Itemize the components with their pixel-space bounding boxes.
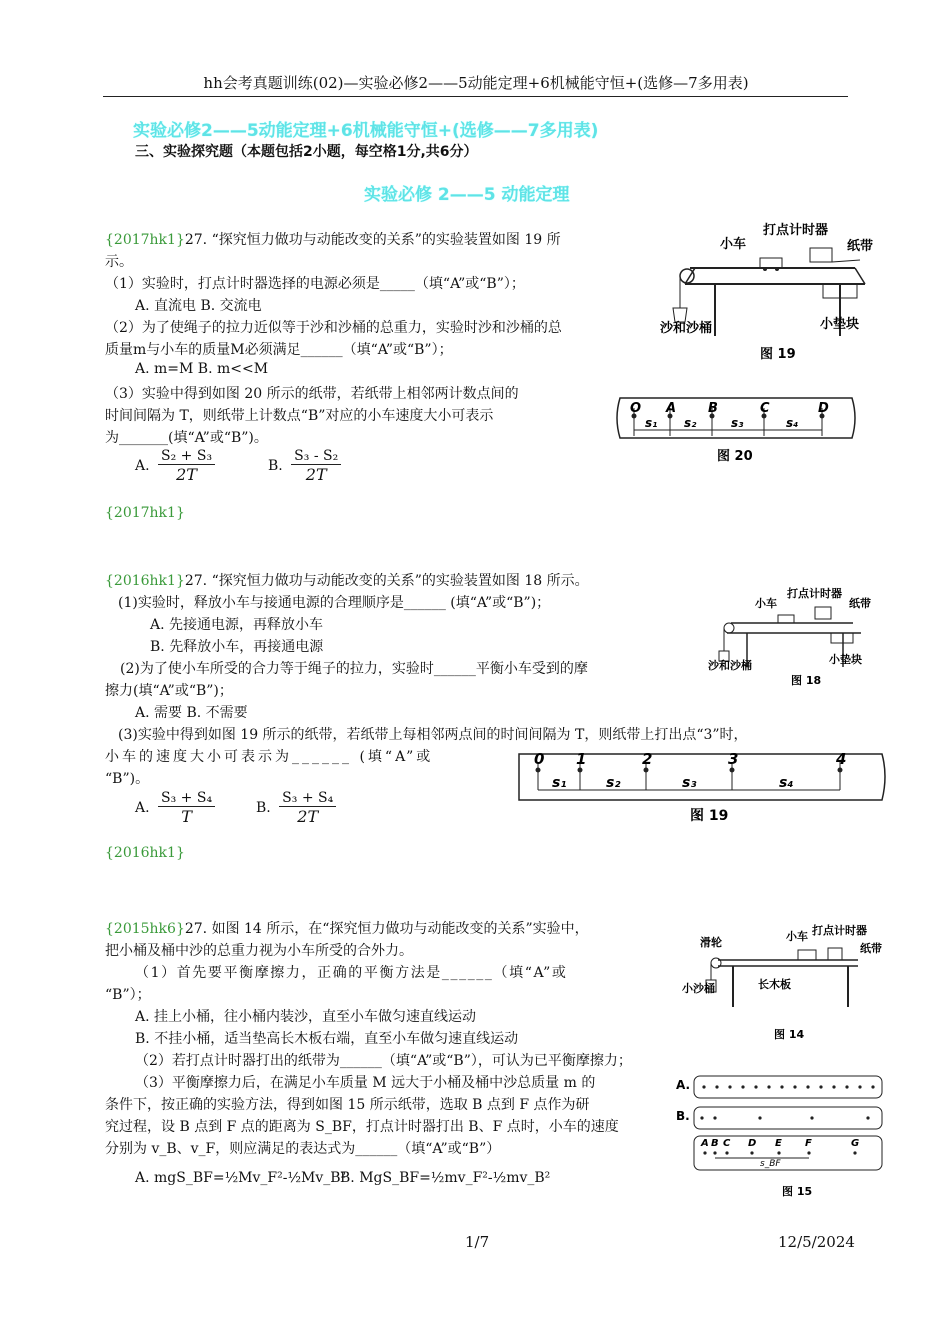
q3-line7: （2）若打点计时器打出的纸带为______（填“A”或“B”），可认为已平衡摩擦力； xyxy=(135,1053,632,1069)
section-heading: 三、实验探究题（本题包括2小题，每空格1分,共6分） xyxy=(135,144,478,160)
figure-14-apparatus xyxy=(678,922,893,1047)
q3-line9: 条件下，按正确的实验方法，得到如图 15 所示纸带，选取 B 点到 F 点作为研 xyxy=(105,1097,590,1113)
q1-line2: 示。 xyxy=(105,254,133,270)
fig18-label-sand: 沙和沙桶 xyxy=(708,659,752,672)
tape-segment-label: s₁ xyxy=(552,775,567,791)
q3-line2: 把小桶及桶中沙的总重力视为小车所受的合外力。 xyxy=(105,943,413,959)
fig15-dot xyxy=(845,1085,848,1088)
q3-tag: {2015hk6} xyxy=(105,921,185,937)
fig20-points xyxy=(630,401,829,436)
fig15-dot xyxy=(858,1085,861,1088)
q3-option-b: B. MgS_BF=½mv_F²-½mv_B² xyxy=(340,1170,551,1186)
fig15-point xyxy=(713,1151,716,1154)
tape-segment-label: s₄ xyxy=(786,416,799,430)
q1-option-a-fraction: $\frac{\text{S₂ + S₃}}{2T}$ xyxy=(158,448,215,484)
fig15-point xyxy=(725,1151,728,1154)
tape-point-label: 4 xyxy=(836,750,847,768)
tape-segment-label: s₄ xyxy=(779,775,794,791)
q3-line4: “B”）； xyxy=(105,987,151,1003)
tape-point-label: A xyxy=(666,401,677,416)
fig15-point-label: D xyxy=(748,1138,757,1149)
page-date: 12/5/2024 xyxy=(778,1233,855,1251)
q2-line1: {2016hk1}27. “探究恒力做功与动能改变的关系”的实验装置如图 18 所示。 xyxy=(105,573,589,589)
fig15-dot xyxy=(741,1085,744,1088)
q2-option-b-fraction: $\frac{\text{S₃ + S₄}}{2T}$ xyxy=(279,790,336,826)
fig18-label-tape: 纸带 xyxy=(849,597,871,610)
fig15-dot xyxy=(713,1116,716,1119)
q2-options: A. $\frac{\text{S₃ + S₄}}{T}$ B. $\frac{\text{S₃ + S₄}}{2T}$ xyxy=(135,790,340,826)
q1-line4: A. 直流电 B. 交流电 xyxy=(135,298,262,314)
q2-line2: (1)实验时，释放小车与接通电源的合理顺序是______ (填“A”或“B”)； xyxy=(118,595,551,611)
fig14-label-bucket: 小沙桶 xyxy=(682,982,715,995)
fig15-dot xyxy=(871,1085,874,1088)
q3-line11: 分别为 v_B、v_F，则应满足的表达式为______（填“A”或“B”） xyxy=(105,1141,501,1157)
fig19-points xyxy=(534,750,846,791)
q3-line8: （3）平衡摩擦力后，在满足小车质量 M 远大于小桶及桶中沙总质量 m 的 xyxy=(135,1075,596,1091)
q3-option-a: A. mgS_BF=½Mv_F²-½Mv_B² xyxy=(135,1170,347,1186)
tape-segment-label: s₂ xyxy=(606,775,621,791)
tape-point-label: 2 xyxy=(642,750,653,768)
q2-line6: 擦力(填“A”或“B”)； xyxy=(105,683,233,699)
fig15-dot xyxy=(767,1085,770,1088)
q2-line4: B. 先释放小车，再接通电源 xyxy=(150,639,324,655)
q1-line7: A. m=M B. m<<M xyxy=(135,361,269,377)
figure-20-tape xyxy=(612,390,862,468)
q3-line5: A. 挂上小桶，往小桶内装沙，直至小车做匀速直线运动 xyxy=(135,1009,477,1025)
page-number: 1/7 xyxy=(465,1233,490,1251)
tape-point-label: C xyxy=(760,401,770,416)
q2-tag: {2016hk1} xyxy=(105,573,185,589)
tape-point-label: 0 xyxy=(534,750,545,768)
q2-option-a-fraction: $\frac{\text{S₃ + S₄}}{T}$ xyxy=(158,790,215,826)
fig19-label-pad: 小垫块 xyxy=(820,317,860,332)
fig14-label-tape: 纸带 xyxy=(860,942,882,955)
figure-18-apparatus xyxy=(703,585,883,690)
fig15-dot xyxy=(700,1116,703,1119)
q2-line5: (2)为了使小车所受的合力等于绳子的拉力，实验时______平衡小车受到的摩 xyxy=(120,661,588,677)
fig15-point xyxy=(777,1151,780,1154)
fig15-row-a-label: A. xyxy=(676,1078,691,1092)
fig15-point-label: C xyxy=(723,1138,731,1149)
q2-line9: 小车的速度大小可表示为______ (填“A”或 xyxy=(105,749,434,765)
q1-tag: {2017hk1} xyxy=(105,232,185,248)
q2-line10: “B”)。 xyxy=(105,771,150,787)
q1-line3: （1）实验时，打点计时器选择的电源必须是_____（填“A”或“B”）； xyxy=(105,276,525,292)
fig14-label-pulley: 滑轮 xyxy=(700,936,722,949)
fig18-caption: 图 18 xyxy=(791,674,822,687)
q1-line6: 质量m与小车的质量M必须满足______（填“A”或“B”）； xyxy=(105,342,453,358)
q2-line7: A. 需要 B. 不需要 xyxy=(135,705,248,721)
figure-19-tape xyxy=(514,744,889,826)
tape-segment-label: s₃ xyxy=(731,416,744,430)
fig19-label-sand: 沙和沙桶 xyxy=(660,321,713,336)
q2-line8: (3)实验中得到如图 19 所示的纸带，若纸带上每相邻两点间的时间间隔为 T，则纸带上打出点“3”时， xyxy=(118,727,748,743)
q1-tag-end: {2017hk1} xyxy=(105,505,185,521)
fig15-row-a-dots xyxy=(702,1085,874,1088)
fig15-sbf: s_BF xyxy=(760,1159,781,1169)
q1-line1: {2017hk1}27. “探究恒力做功与动能改变的关系”的实验装置如图 19 所 xyxy=(105,232,561,248)
q3-line6: B. 不挂小桶，适当垫高长木板右端，直至小车做匀速直线运动 xyxy=(135,1031,519,1047)
banner-subtitle: 实验必修 2——5 动能定理 xyxy=(364,185,570,205)
fig18-label-timer: 打点计时器 xyxy=(787,587,842,600)
fig14-label-board: 长木板 xyxy=(758,978,791,991)
q3-line3: （1）首先要平衡摩擦力，正确的平衡方法是______（填“A”或 xyxy=(135,965,568,981)
fig15-dot xyxy=(754,1085,757,1088)
fig15-point-label: B xyxy=(711,1138,719,1149)
fig15-dot xyxy=(758,1116,761,1119)
q1-option-b-fraction: $\frac{\text{S₃ - S₂}}{2T}$ xyxy=(291,448,341,484)
q1-options: A. $\frac{\text{S₂ + S₃}}{2T}$ B. $\frac{\text{S₃ - S₂}}{2T}$ xyxy=(135,448,345,484)
tape-point-label: O xyxy=(630,401,642,416)
fig14-caption: 图 14 xyxy=(774,1028,805,1041)
fig19-label-tape: 纸带 xyxy=(847,239,874,254)
fig15-point-label: F xyxy=(805,1138,812,1149)
fig19-caption: 图 19 xyxy=(760,347,796,362)
q1-line8: （3）实验中得到如图 20 所示的纸带，若纸带上相邻两计数点间的 xyxy=(105,386,519,402)
fig15-point xyxy=(750,1151,753,1154)
fig20-caption: 图 20 xyxy=(717,449,753,464)
fig18-label-pad: 小垫块 xyxy=(829,653,862,666)
figure-19-apparatus xyxy=(655,218,880,368)
q2-tag-end: {2016hk1} xyxy=(105,845,185,861)
fig19-label-car: 小车 xyxy=(720,237,747,252)
q1-line9: 时间间隔为 T，则纸带上计数点“B”对应的小车速度大小可表示 xyxy=(105,408,494,424)
fig15-dot xyxy=(780,1085,783,1088)
fig15-dot xyxy=(702,1085,705,1088)
fig15-point-label: G xyxy=(851,1138,860,1149)
tape-point-label: 3 xyxy=(728,750,739,768)
fig15-row-b-label: B. xyxy=(676,1109,690,1123)
fig15-dot xyxy=(806,1085,809,1088)
figure-15-tapes xyxy=(672,1070,892,1202)
fig15-point-label: A xyxy=(701,1138,709,1149)
fig15-dot xyxy=(810,1116,813,1119)
tape-segment-label: s₁ xyxy=(645,416,658,430)
tape-segment-label: s₂ xyxy=(684,416,697,430)
q1-line5: （2）为了使绳子的拉力近似等于沙和沙桶的总重力，实验时沙和沙桶的总 xyxy=(105,320,562,336)
tape-point-label: D xyxy=(818,401,829,416)
fig15-point xyxy=(807,1151,810,1154)
fig15-point-label: E xyxy=(775,1138,782,1149)
fig18-label-car: 小车 xyxy=(755,597,777,610)
fig15-row-b-dots xyxy=(700,1116,869,1119)
fig15-point xyxy=(853,1151,856,1154)
q3-line1: {2015hk6}27. 如图 14 所示，在“探究恒力做功与动能改变的关系”实验中， xyxy=(105,921,589,937)
tape-point-label: B xyxy=(708,401,718,416)
banner-title: 实验必修2——5动能定理+6机械能守恒+(选修——7多用表) xyxy=(133,121,599,141)
fig15-dot xyxy=(728,1085,731,1088)
header-rule xyxy=(103,96,848,97)
fig15-dot xyxy=(866,1116,869,1119)
page-header: hh会考真题训练(02)—实验必修2——5动能定理+6机械能守恒+(选修—7多用表) xyxy=(203,74,749,92)
q1-line10: 为_______(填“A”或“B”)。 xyxy=(105,430,268,446)
q3-line10: 究过程，设 B 点到 F 点的距离为 S_BF，打点计时器打出 B、F 点时，小车的速度 xyxy=(105,1119,619,1135)
tape-segment-label: s₃ xyxy=(682,775,697,791)
fig14-label-car: 小车 xyxy=(786,930,808,943)
tape-point-label: 1 xyxy=(576,750,587,768)
fig15-row-c-points xyxy=(700,1138,859,1155)
fig19-label-timer: 打点计时器 xyxy=(763,223,829,238)
fig15-caption: 图 15 xyxy=(782,1185,813,1198)
q2-line3: A. 先接通电源，再释放小车 xyxy=(150,617,324,633)
fig14-label-timer: 打点计时器 xyxy=(812,924,867,937)
fig15-dot xyxy=(793,1085,796,1088)
fig19-tape-caption: 图 19 xyxy=(690,808,729,824)
fig15-dot xyxy=(715,1085,718,1088)
fig15-dot xyxy=(819,1085,822,1088)
fig15-dot xyxy=(832,1085,835,1088)
fig15-point xyxy=(703,1151,706,1154)
